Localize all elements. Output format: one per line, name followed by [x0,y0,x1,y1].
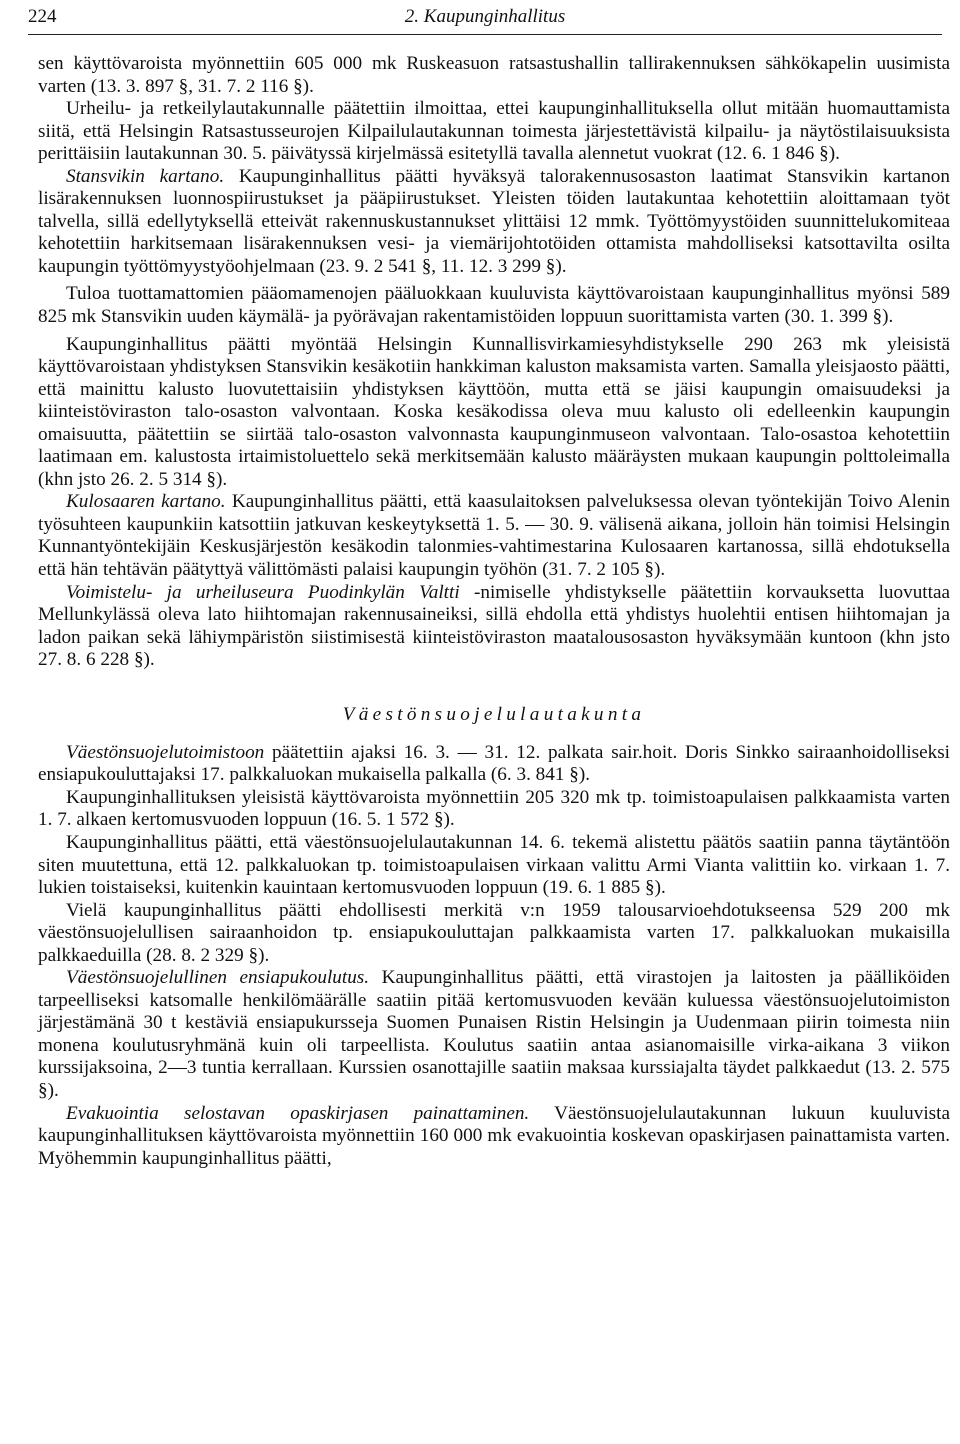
page-header [28,4,942,30]
paragraph-text: Urheilu- ja retkeilylautakunnalle päätettiin ilmoittaa, ettei kaupunginhallituksella ollut mitään huomauttamista siitä, että Helsingin Ratsastusseurojen Kilpailulautakunnan toimesta järjestettävistä kilpailu- ja näytöstilaisuuksista perittäisiin lautakunnan 30. 5. päivätyssä kirjelmässä esitetyllä tavalla alennetut vuokrat (12. 6. 1 846 §). [38,98,950,165]
paragraph-lead: Stansvikin kartano. [66,165,225,187]
paragraph-text: Tuloa tuottamattomien pääomamenojen pääluokkaan kuuluvista käyttövaroistaan kaupunginhallitus myönsi 589 825 mk Stansvikin uuden käymälä- ja pyörävajan rakentamistöiden loppuun suorittamista varten (30. 1. 399 §). [38,283,950,328]
paragraph-lead: Väestönsuojelutoimistoon [66,741,265,763]
paragraph-text: Kaupunginhallitus päätti myöntää Helsingin Kunnallisvirkamiesyhdistykselle 290 263 mk yleisistä käyttövaroistaan yhdistyksen Stansvikin kesäkotiin hankkiman kaluston maksamista varten. Samalla yleisjaosto päätti, että mainittu kalusto luovutettaisiin yhdistyksen käyttöön, mutta että se jäisi kaupungin omaisuudeksi ja kiinteistöviraston talo-osaston valvontaan. Koska kesäkodissa oleva muu kalusto oli edelleenkin kaupungin omaisuutta, päätettiin se siirtää talo-osaston valvonnasta kaupunginmuseon valvontaan. Talo-osastoa kehotettiin laatimaan em. kalustosta irtaimistoluettelo sekä merkitsemään kalusto määräysten mukaan kaupungin polttoleimalla (khn jsto 26. 2. 5 314 §). [38,333,950,490]
paragraph-text: -nimiselle yhdistykselle päätettiin korvauksetta luovuttaa Mellunkylässä oleva lato hiihtomajan rakennusaineiksi, sillä ehdolla että yhdistys huolehtii entisen hiihtomajan ja ladon paikan sekä lähiympäristön siistimisestä kiinteistöviraston maatalousosaston hyväksymään kuntoon (khn jsto 27. 8. 6 228 §). [38,581,950,671]
page-number: 224 [28,6,57,27]
paragraph [38,98,950,166]
paragraph-lead: Evakuointia selostavan opaskirjasen painattaminen. [66,1102,530,1124]
paragraph [38,1103,950,1171]
paragraph [38,582,950,672]
paragraph-text: päätettiin ajaksi 16. 3. — 31. 12. palkata sair.hoit. Doris Sinkko sairaanhoidolliseksi ensiapukouluttajaksi 17. palkkaluokan mukaisella palkalla (6. 3. 841 §). [38,741,950,786]
paragraph [38,900,950,968]
paragraph [38,334,950,492]
paragraph [38,283,950,328]
paragraph [38,742,950,787]
header-rule [28,34,942,35]
paragraph-continuation [38,53,950,98]
running-head: 2. Kaupunginhallitus [404,6,566,27]
paragraph-text: Kaupunginhallitus päätti, että väestönsuojelulautakunnan 14. 6. tekemä alistettu päätös saatiin panna täytäntöön siten muutettuna, että 12. palkkaluokan tp. toimistoapulaisen virkaan valittu Armi Vianta valittiin ko. virkaan 1. 7. lukien toistaiseksi, kuitenkin kauintaan kertomusvuoden loppuun (19. 6. 1 885 §). [38,831,950,899]
paragraph-text: Kaupunginhallitus päätti hyväksyä talorakennusosaston laatimat Stansvikin kartanon lisärakennuksen luonnospiirustukset ja pääpiirustukset. Yleisten töiden lautakuntaa kehotettiin aloittamaan työt talvella, sillä edellytyksellä etteivät rakennuskustannukset ylittäisi 12 mmk. Työttömyystöiden suunnittelukomiteaa kehotettiin harkitsemaan lisärakennuksen vesi- ja viemärijohtotöiden ottamista mahdolliseksi katsottavilta osilta kaupungin työttömyystyöohjelmaan (23. 9. 2 541 §, 11. 12. 3 299 §). [38,165,950,277]
paragraph-text: Kaupunginhallitus päätti, että virastojen ja laitosten ja päälliköiden tarpeelliseksi katsomalle henkilömäärälle saatiin pitää kertomusvuoden kevään kuluessa väestönsuojelutoimiston järjestämänä 30 t kestäviä ensiapukursseja Suomen Punaisen Ristin Helsingin ja Uudenmaan piirin toimesta niin monena koulutusryhmänä kuin oli tarpeellista. Koulutus saatiin antaa asianomaisille virka-aikana 3 viikon kurssijaksoina, 2—3 tuntia kerrallaan. Kurssien osanottajille saatiin maksaa kurssiajalta täydet palkkaedut (13. 2. 575 §). [38,967,950,1101]
paragraph [38,832,950,900]
paragraph-text: Väestönsuojelulautakunnan lukuun kuuluvista kaupunginhallituksen käyttövaroista myönnettiin 160 000 mk evakuointia koskevan opaskirjasen painattamista varten. Myöhemmin kaupunginhallitus päätti, [38,1102,950,1169]
paragraph-text: Kaupunginhallituksen yleisistä käyttövaroista myönnettiin 205 320 mk tp. toimistoapulaisen palkkaamista varten 1. 7. alkaen kertomusvuoden loppuun (16. 5. 1 572 §). [38,786,950,831]
paragraph-lead: Kulosaaren kartano. [66,491,226,513]
paragraph-lead: Väestönsuojelullinen ensiapukoulutus. [66,967,370,989]
paragraph-text: Kaupunginhallitus päätti, että kaasulaitoksen palveluksessa olevan työntekijän Toivo Alenin työsuhteen kaupunkiin katsottiin jatkuvan keskeytyksettä 1. 5. — 30. 9. välisenä aikana, jolloin hän toimisi Helsingin Kunnantyöntekijäin Keskusjärjestön kesäkodin talonmies-vahtimestarina Kulosaaren kartanossa, sillä ehdotuksella että hän tehtävän päätyttyä välittömästi palaisi kaupungin työhön (31. 7. 2 105 §). [38,491,950,581]
paragraph-text: sen käyttövaroista myönnettiin 605 000 mk Ruskeasuon ratsastushallin tallirakennuksen sähkökapelin uusimista varten (13. 3. 897 §, 31. 7. 2 116 §). [38,53,950,97]
section-heading: Väestönsuojelulautakunta [342,703,646,725]
paragraph [38,967,950,1102]
paragraph [38,491,950,581]
paragraph [38,166,950,279]
paragraph [38,787,950,832]
paragraph-text: Vielä kaupunginhallitus päätti ehdollisesti merkitä v:n 1959 talousarvioehdotukseensa 529 200 mk väestönsuojelullisen sairaanhoidon tp. ensiapukouluttajan palkkaamista varten 17. palkkaluokan mukaisilla palkkaeduilla (28. 8. 2 329 §). [38,899,950,966]
paragraph-lead: Voimistelu- ja urheiluseura Puodinkylän Valtti [66,581,460,603]
body-text [38,53,950,1170]
